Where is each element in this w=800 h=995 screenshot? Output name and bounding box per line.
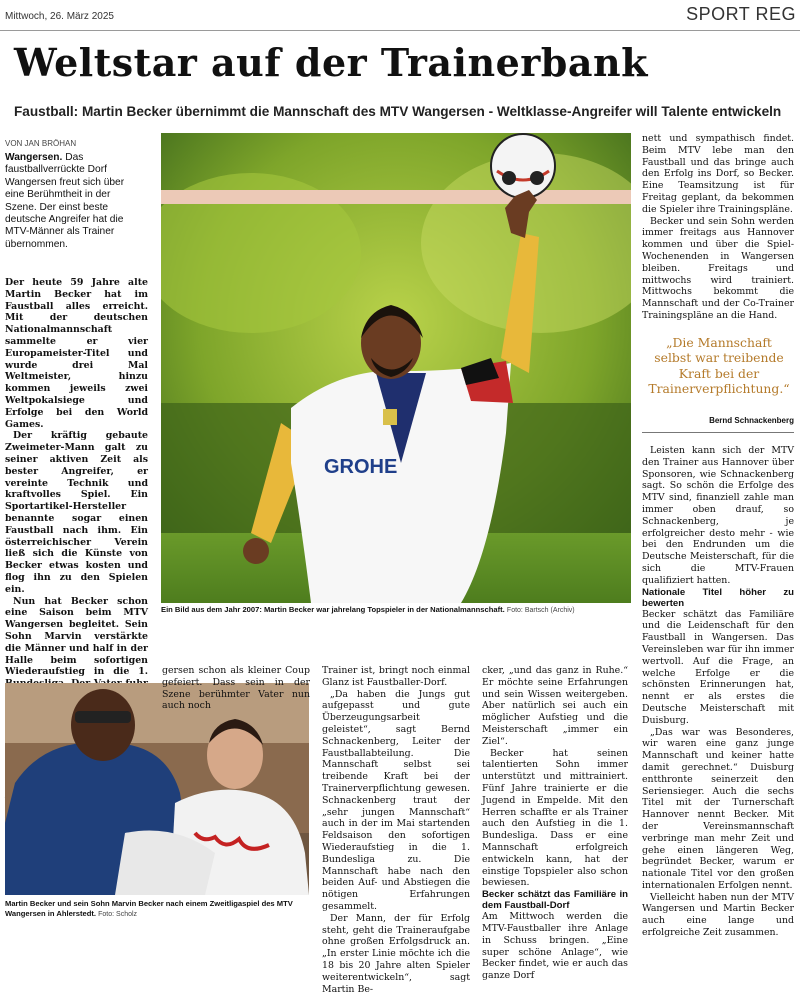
subheading: Nationale Titel höher zu bewerten: [642, 586, 794, 609]
paragraph: Becker und sein Sohn werden immer freitags aus Hannover kommen und über die Spiel-Wochenenden in Wangersen bleiben. Freitags und mittwochs wird trainiert. Mittwochs bekommt die Mannschaft und der Co-Trainer Trainingspläne an die Hand.: [642, 215, 794, 321]
paragraph: cker, „und das ganz in Ruhe.“ Er möchte seine Erfahrungen und sein Wissen weitergeben. Aber natürlich sei auch ein möglicher Aufstieg und die Meisterschaft „immer ein Ziel“.: [482, 665, 628, 747]
subheading: Becker schätzt das Familiäre in dem Faustball-Dorf: [482, 889, 628, 912]
intro-text: Das faustballverrückte Dorf Wangersen freut sich über eine Berühmtheit in der Szene. Der einst beste deutsche Angreifer hat die MTV-Männer als Trainer übernommen.: [5, 152, 125, 250]
faustball-player-illustration: [161, 133, 631, 603]
text-column-4: [482, 665, 628, 982]
paragraph: Der Mann, der für Erfolg steht, geht die Traineraufgabe ohne großen Erfolgsdruck an. „In erster Linie möchte ich die 18 bis 20 Jahre alten Spieler weiterentwickeln“, sagt Martin Be-: [322, 912, 470, 995]
paragraph: „Da haben die Jungs gut aufgepasst und gute Überzeugungsarbeit geleistet“, sagt Bernd Schnackenberg, Leiter der Faustballabteilung. Die Mannschaft selbst sei treibende Kraft bei der Trainerverpflichtung gewesen. Schnackenberg traut der „sehr jungen Mannschaft“ auch in der im Mai startenden Feldsaison den sofortigen Wiederaufstieg in die 1. Bundesliga zu. Die Mannschaft habe nach den beiden Auf- und Abstiegen die nötigen Erfahrungen gesammelt.: [322, 688, 470, 912]
paragraph: Becker schätzt das Familiäre und die Leidenschaft für den Faustball in Wangersen. Das Vereinsleben war für ihn immer wertvoll. Auf die Frage, an welche Erfolge er die schönsten Erinnerungen hat, nennt er als erstes die Deutsche Meisterschaft mit Duisburg.: [642, 608, 794, 726]
jersey-brand: GROHE: [324, 456, 398, 478]
paragraph: Am Mittwoch werden die MTV-Faustballer ihre Anlage in Schuss bringen. „Eine super schöne Anlage“, wie Becker findet, wie er auch das ganze Dorf: [482, 911, 628, 982]
page-header: [0, 0, 800, 31]
paragraph: Der heute 59 Jahre alte Martin Becker hat im Faustball alles erreicht. Mit der deutschen Nationalmannschaft sammelte er vier Europameister-Titel und wurde drei Mal Weltmeister, hinzu kommen jeweils zwei Weltpokalsiege und Erfolge bei den World Games.: [5, 277, 148, 430]
byline: VON JAN BRÖHAN: [5, 139, 77, 148]
paragraph: Nun hat Becker schon eine Saison beim MTV Wangersen begleitet. Sein Sohn Marvin verstärkte die Männer und half in der Halle beim sofortigen Wiederaufstieg in die 1.: [5, 595, 148, 678]
paragraph: nett und sympathisch findet. Beim MTV lebe man den Faustball und das bringe auch den Erfolg ins Dorf, so Becker. Eine Teamsitzung ist für Freitag geplant, da bekommen die Spieler ihre Trainingspläne.: [642, 133, 794, 215]
pull-quote-author: Bernd Schnackenberg: [709, 416, 794, 425]
paragraph: Der kräftig gebaute Zweimeter-Mann galt zu seiner aktiven Zeit als bester Angreifer, er vereinte Technik und kraftvolles Spiel. Ein Sportartikel-Hersteller benannte sogar einen Faustball nach ihm. Ein österreichischer Verein ließ sich die Künste von Becker etwas kosten und flog ihn zu den Spielen ein.: [5, 430, 148, 595]
text-column-2: [162, 665, 310, 712]
paragraph: Leisten kann sich der MTV den Trainer aus Hannover über Sponsoren, wie Schnackenberg sagt. So schön die Erfolge des MTV sind, finanziell zahle man immer oben drauf, so Schnackenberg, je erfolgreicher desto mehr - wie bei den Endrunden um die Deutsche Meisterschaft, für die sich die MTV-Frauen qualifiziert hatten.: [642, 445, 794, 586]
paragraph: Vielleicht haben nun der MTV Wangersen und Martin Becker auch eine lange und erfolgreiche Zeit zusammen.: [642, 891, 794, 939]
paragraph: „Das war was Besonderes, wir waren eine ganz junge Mannschaft und keiner hatte damit gerechnet.“ Duisburg entthronte seinerzeit den Seriensieger. Auch die sechs Titel mit der Turnerschaft Hannover nennt Becker. Mit der Vereinsmannschaft verbringe man mehr Zeit und gehe einen längeren Weg, begründet Becker, warum er nationale Titel vor den großen internationalen Erfolgen nennt.: [642, 726, 794, 891]
pull-quote: „Die Mannschaft selbst war treibende Kraft bei der Trainerverpflichtung.“: [648, 335, 790, 397]
text-column-5-bottom: [642, 445, 794, 939]
photo-credit: Foto: Scholz: [98, 911, 138, 918]
photo-credit: Foto: Bartsch (Archiv): [506, 607, 575, 614]
main-photo-caption: [161, 605, 631, 614]
father-son-illustration: [5, 683, 309, 895]
main-photo: [161, 133, 631, 603]
paragraph: Trainer ist, bringt noch einmal Glanz ist Faustballer-Dorf.: [322, 665, 470, 688]
article-intro: [5, 152, 143, 251]
secondary-photo: [5, 683, 309, 895]
divider: [642, 432, 794, 433]
article-headline: Weltstar auf der Trainerbank: [14, 40, 648, 85]
caption-text: Ein Bild aus dem Jahr 2007: Martin Becker war jahrelang Topspieler in der Nationalmannschaft.: [161, 605, 505, 614]
section-title: SPORT REG: [686, 4, 796, 24]
article-subhead: Faustball: Martin Becker übernimmt die Mannschaft des MTV Wangersen - Weltklasse-Angreifer will Talente entwickeln: [14, 104, 782, 119]
paragraph: gersen schon als kleiner Coup gefeiert. Dass sein in der Szene berühmter Vater nun auch noch: [162, 665, 310, 712]
intro-place: Wangersen.: [5, 152, 63, 163]
paragraph: Becker hat seinen talentierten Sohn immer unterstützt und mittrainiert. Fünf Jahre trainierte er die Jugend in Empelde. Mit den Herren schaffte er als Trainer auch den Aufstieg in die 1. Bundesliga. Dass er eine Mannschaft erfolgreich entwickeln kann, hat der einstige Topspieler also schon bewiesen.: [482, 747, 628, 889]
caption-text: Martin Becker und sein Sohn Marvin Becker nach einem Zweitligaspiel des MTV Wangersen in Ahlerstedt.: [5, 899, 293, 918]
issue-date: Mittwoch, 26. März 2025: [5, 11, 114, 22]
secondary-photo-caption: [5, 899, 309, 920]
text-column-5-top: [642, 133, 794, 322]
text-column-3: [322, 665, 470, 995]
